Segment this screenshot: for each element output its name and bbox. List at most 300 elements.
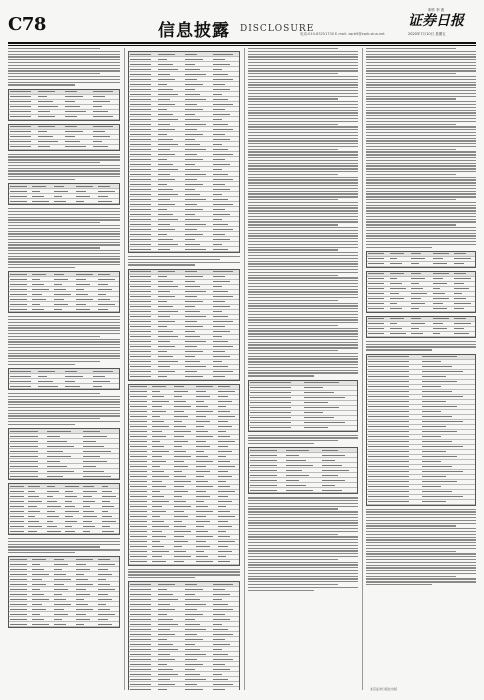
table-cell xyxy=(130,456,147,457)
table-cell xyxy=(130,511,147,512)
table-cell xyxy=(130,149,151,150)
table-cell xyxy=(213,634,234,635)
table-cell xyxy=(286,465,313,466)
table-cell xyxy=(76,564,86,565)
text-line xyxy=(366,62,476,63)
table-cell xyxy=(32,299,46,300)
table-cell xyxy=(185,154,197,155)
table-cell xyxy=(158,296,176,297)
table-cell xyxy=(213,164,231,165)
table-cell xyxy=(54,304,68,305)
table-cell xyxy=(454,293,462,294)
table-cell xyxy=(368,293,384,294)
table-cell xyxy=(158,179,176,180)
table-cell xyxy=(130,421,147,422)
text-line xyxy=(248,107,358,108)
table-cell xyxy=(185,619,195,620)
text-line xyxy=(248,317,358,318)
table-cell xyxy=(130,531,147,532)
text-line xyxy=(248,272,358,273)
table-cell xyxy=(368,426,409,427)
text-line xyxy=(366,570,476,571)
table-cell xyxy=(152,531,162,532)
data-table xyxy=(8,483,120,535)
table-cell xyxy=(93,106,103,107)
table-cell xyxy=(454,303,470,304)
text-line xyxy=(8,233,120,234)
table-cell xyxy=(185,306,195,307)
table-cell xyxy=(368,391,409,392)
table-cell xyxy=(130,664,151,665)
table-cell xyxy=(213,311,223,312)
table-cell xyxy=(10,91,31,92)
text-line xyxy=(366,238,476,239)
text-line xyxy=(248,522,358,523)
text-line xyxy=(128,262,240,263)
table-cell xyxy=(158,189,173,190)
table-cell xyxy=(196,431,208,432)
table-cell xyxy=(174,391,188,392)
text-line xyxy=(8,336,100,337)
table-cell xyxy=(213,59,225,60)
table-cell xyxy=(54,191,68,192)
table-cell xyxy=(152,481,162,482)
table-cell xyxy=(98,569,108,570)
table-cell xyxy=(65,511,79,512)
table-cell xyxy=(304,412,323,413)
table-cell xyxy=(158,184,168,185)
table-cell xyxy=(250,485,277,486)
table-cell xyxy=(130,649,151,650)
text-line xyxy=(8,173,120,174)
text-line xyxy=(366,98,456,99)
table-cell xyxy=(47,526,57,527)
table-cell xyxy=(158,361,179,362)
table-cell xyxy=(368,263,384,264)
text-line xyxy=(248,118,358,119)
text-line xyxy=(248,339,358,340)
table-cell xyxy=(32,191,40,192)
table-cell xyxy=(174,466,188,467)
table-cell xyxy=(32,614,40,615)
table-cell xyxy=(158,149,170,150)
table-cell xyxy=(454,273,466,274)
table-cell xyxy=(130,114,151,115)
table-cell xyxy=(76,299,93,300)
table-cell xyxy=(152,526,169,527)
table-cell xyxy=(422,471,463,472)
table-cell xyxy=(152,511,166,512)
text-line xyxy=(248,174,338,175)
text-line xyxy=(248,185,358,186)
text-line xyxy=(248,344,358,345)
text-line xyxy=(8,59,120,60)
table-cell xyxy=(411,308,419,309)
table-cell xyxy=(47,491,59,492)
table-cell xyxy=(98,279,115,280)
table-cell xyxy=(158,366,170,367)
table-cell xyxy=(158,306,173,307)
table-cell xyxy=(130,144,151,145)
text-line xyxy=(248,56,358,57)
table-cell xyxy=(130,174,151,175)
table-cell xyxy=(213,286,223,287)
table-cell xyxy=(130,194,151,195)
table-cell xyxy=(76,604,88,605)
table-cell xyxy=(368,476,409,477)
table-cell xyxy=(93,376,105,377)
text-line xyxy=(366,146,476,147)
table-cell xyxy=(158,629,170,630)
table-cell xyxy=(158,376,168,377)
table-cell xyxy=(130,134,151,135)
table-cell xyxy=(54,584,64,585)
table-cell xyxy=(368,318,384,319)
table-cell xyxy=(98,574,112,575)
table-cell xyxy=(368,431,409,432)
table-cell xyxy=(218,471,228,472)
table-cell xyxy=(286,475,309,476)
table-cell xyxy=(174,536,184,537)
text-line xyxy=(366,509,476,510)
table-cell xyxy=(130,679,151,680)
text-line xyxy=(8,261,120,262)
table-cell xyxy=(213,604,228,605)
table-cell xyxy=(213,124,228,125)
table-cell xyxy=(10,294,27,295)
text-line xyxy=(8,76,120,77)
text-line xyxy=(366,213,476,214)
table-cell xyxy=(130,129,151,130)
text-line xyxy=(248,112,358,113)
table-cell xyxy=(130,204,151,205)
table-cell xyxy=(158,356,173,357)
table-cell xyxy=(196,506,208,507)
table-cell xyxy=(174,506,191,507)
table-cell xyxy=(218,421,228,422)
table-cell xyxy=(158,144,179,145)
table-cell xyxy=(98,594,108,595)
text-line xyxy=(8,355,120,356)
text-line xyxy=(248,567,358,568)
table-cell xyxy=(158,154,176,155)
text-line xyxy=(248,435,358,436)
text-line xyxy=(248,126,358,127)
text-line xyxy=(8,253,120,254)
text-line xyxy=(366,344,476,345)
table-cell xyxy=(47,496,53,497)
text-line xyxy=(8,410,120,411)
table-cell xyxy=(185,104,197,105)
table-cell xyxy=(28,531,36,532)
table-cell xyxy=(196,536,213,537)
text-line xyxy=(128,264,195,265)
table-cell xyxy=(196,556,208,557)
text-line xyxy=(366,349,432,350)
table-cell xyxy=(390,283,402,284)
table-cell xyxy=(158,109,168,110)
text-line xyxy=(8,208,120,209)
table-cell xyxy=(102,511,108,512)
table-cell xyxy=(213,129,234,130)
table-cell xyxy=(422,391,452,392)
table-cell xyxy=(83,511,93,512)
table-cell xyxy=(152,546,164,547)
text-line xyxy=(248,207,358,208)
text-line xyxy=(8,51,120,52)
table-cell xyxy=(28,486,40,487)
table-cell xyxy=(152,421,164,422)
table-cell xyxy=(454,328,464,329)
table-cell xyxy=(213,376,225,377)
table-cell xyxy=(152,486,166,487)
table-cell xyxy=(152,401,169,402)
table-cell xyxy=(185,94,200,95)
text-line xyxy=(366,193,476,194)
table-cell xyxy=(390,258,398,259)
table-cell xyxy=(65,146,86,147)
table-cell xyxy=(422,366,452,367)
table-cell xyxy=(250,387,291,388)
table-cell xyxy=(196,476,204,477)
text-line xyxy=(248,165,358,166)
table-cell xyxy=(218,526,232,527)
table-cell xyxy=(196,491,206,492)
text-line xyxy=(248,68,358,69)
text-line xyxy=(248,65,358,66)
table-cell xyxy=(32,186,46,187)
table-cell xyxy=(83,476,111,477)
text-line xyxy=(366,227,476,228)
table-cell xyxy=(130,406,147,407)
table-row xyxy=(367,307,475,312)
text-line xyxy=(366,511,476,512)
table-cell xyxy=(196,396,210,397)
table-cell xyxy=(158,281,173,282)
table-cell xyxy=(47,456,71,457)
table-cell xyxy=(54,564,68,565)
table-cell xyxy=(98,599,112,600)
table-cell xyxy=(174,546,182,547)
table-cell xyxy=(196,461,213,462)
text-line xyxy=(366,76,476,77)
text-line xyxy=(366,129,476,130)
text-line xyxy=(366,244,476,245)
table-cell xyxy=(28,501,42,502)
table-cell xyxy=(130,396,147,397)
table-cell xyxy=(454,298,466,299)
table-cell xyxy=(130,311,151,312)
table-cell xyxy=(83,531,89,532)
table-cell xyxy=(130,594,151,595)
text-line xyxy=(248,294,358,295)
table-cell xyxy=(213,94,223,95)
text-line xyxy=(248,202,358,203)
table-cell xyxy=(32,604,42,605)
table-cell xyxy=(196,386,213,387)
table-cell xyxy=(218,411,230,412)
table-cell xyxy=(185,219,200,220)
table-cell xyxy=(174,481,191,482)
text-line xyxy=(248,233,358,234)
table-cell xyxy=(218,481,226,482)
table-cell xyxy=(47,466,67,467)
table-cell xyxy=(174,406,191,407)
table-cell xyxy=(174,531,191,532)
table-cell xyxy=(213,326,225,327)
table-cell xyxy=(390,323,398,324)
table-cell xyxy=(196,486,213,487)
text-line xyxy=(366,182,476,183)
table-cell xyxy=(390,308,402,309)
table-cell xyxy=(32,579,42,580)
table-cell xyxy=(130,54,151,55)
table-cell xyxy=(218,431,226,432)
text-line xyxy=(248,104,358,105)
table-cell xyxy=(213,594,231,595)
table-cell xyxy=(185,361,200,362)
table-cell xyxy=(368,386,409,387)
table-cell xyxy=(98,614,115,615)
table-cell xyxy=(158,624,179,625)
table-cell xyxy=(130,224,151,225)
table-cell xyxy=(411,293,427,294)
table-cell xyxy=(47,476,64,477)
text-line xyxy=(248,205,358,206)
table-cell xyxy=(10,381,31,382)
text-line xyxy=(366,151,476,152)
text-line xyxy=(248,191,358,192)
table-cell xyxy=(213,144,223,145)
table-cell xyxy=(10,599,27,600)
data-table xyxy=(8,124,120,151)
text-line xyxy=(366,205,476,206)
table-cell xyxy=(83,436,107,437)
text-line xyxy=(366,51,476,52)
text-line xyxy=(366,545,476,546)
table-cell xyxy=(10,496,24,497)
table-cell xyxy=(185,341,206,342)
table-cell xyxy=(218,386,230,387)
table-cell xyxy=(422,431,457,432)
table-cell xyxy=(54,309,62,310)
table-cell xyxy=(28,496,38,497)
text-line xyxy=(366,59,476,60)
text-line xyxy=(366,188,476,189)
text-line xyxy=(248,536,358,537)
table-cell xyxy=(152,516,160,517)
table-cell xyxy=(158,204,176,205)
text-line xyxy=(366,520,476,521)
table-cell xyxy=(158,351,168,352)
table-cell xyxy=(130,249,151,250)
table-cell xyxy=(196,391,206,392)
table-cell xyxy=(76,191,86,192)
table-cell xyxy=(38,111,50,112)
table-cell xyxy=(422,486,441,487)
table-cell xyxy=(185,114,195,115)
table-cell xyxy=(32,559,46,560)
text-line xyxy=(8,316,120,317)
text-line xyxy=(248,291,358,292)
table-cell xyxy=(158,79,176,80)
table-cell xyxy=(213,109,225,110)
table-cell xyxy=(54,289,66,290)
table-cell xyxy=(174,426,186,427)
table-cell xyxy=(158,639,168,640)
table-cell xyxy=(213,134,225,135)
data-table xyxy=(8,89,120,121)
table-cell xyxy=(158,604,170,605)
text-line xyxy=(248,241,358,242)
text-line xyxy=(8,325,120,326)
table-cell xyxy=(368,298,384,299)
table-cell xyxy=(454,333,468,334)
table-cell xyxy=(158,679,170,680)
table-cell xyxy=(411,283,419,284)
table-cell xyxy=(130,189,151,190)
table-cell xyxy=(174,496,182,497)
table-cell xyxy=(102,516,112,517)
table-cell xyxy=(158,89,173,90)
table-cell xyxy=(102,486,108,487)
text-line xyxy=(248,542,358,543)
text-line xyxy=(8,219,120,220)
text-line xyxy=(248,124,338,125)
table-cell xyxy=(213,234,225,235)
table-cell xyxy=(130,654,151,655)
table-cell xyxy=(158,114,173,115)
column-4 xyxy=(366,48,476,690)
table-cell xyxy=(454,318,466,319)
table-cell xyxy=(250,475,277,476)
table-cell xyxy=(76,584,93,585)
text-line xyxy=(248,221,358,222)
table-cell xyxy=(28,511,40,512)
table-cell xyxy=(152,556,162,557)
table-cell xyxy=(213,321,234,322)
table-cell xyxy=(130,351,151,352)
text-line xyxy=(366,82,476,83)
text-line xyxy=(248,584,338,585)
text-line xyxy=(366,185,476,186)
table-row xyxy=(9,307,119,312)
text-line xyxy=(248,322,358,323)
table-cell xyxy=(174,561,184,562)
table-cell xyxy=(32,609,46,610)
table-cell xyxy=(158,239,173,240)
table-cell xyxy=(218,531,226,532)
text-line xyxy=(248,576,358,577)
text-line xyxy=(8,82,120,83)
table-cell xyxy=(213,189,231,190)
table-cell xyxy=(32,309,44,310)
text-line xyxy=(248,319,358,320)
table-cell xyxy=(185,149,206,150)
table-cell xyxy=(83,516,97,517)
table-cell xyxy=(47,446,75,447)
text-line xyxy=(248,437,358,438)
table-cell xyxy=(422,396,463,397)
table-cell xyxy=(130,659,151,660)
header-rule xyxy=(8,42,476,44)
text-line xyxy=(248,328,358,329)
table-cell xyxy=(286,460,306,461)
table-cell xyxy=(158,286,179,287)
data-table xyxy=(366,316,476,338)
table-cell xyxy=(32,294,42,295)
table-cell xyxy=(158,94,179,95)
